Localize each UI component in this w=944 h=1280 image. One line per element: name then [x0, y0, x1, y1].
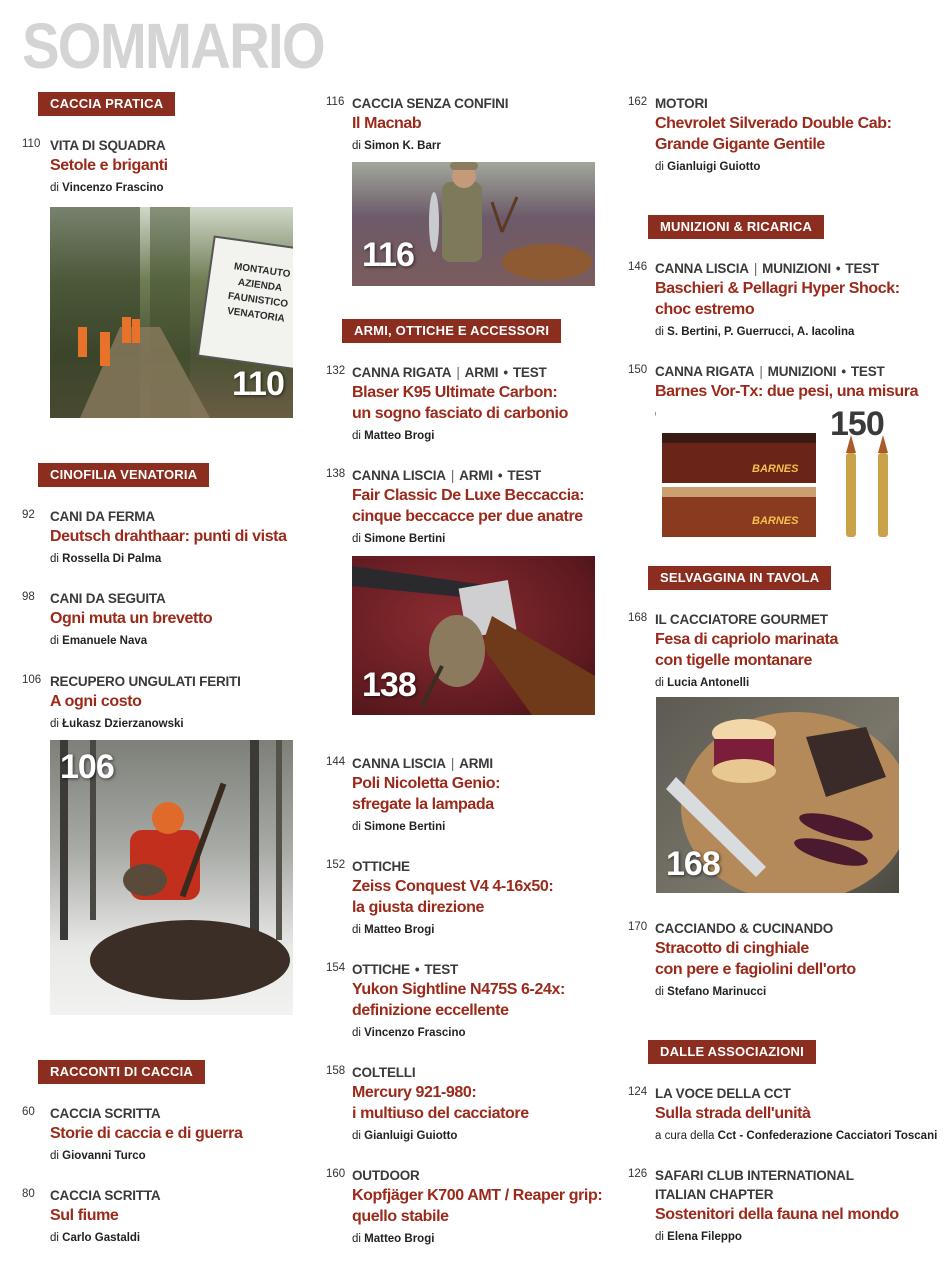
article-title-line2[interactable]: la giusta direzione: [352, 899, 484, 916]
article-title[interactable]: Deutsch drahthaar: punti di vista: [50, 528, 287, 545]
article-title[interactable]: Fair Classic De Luxe Beccaccia:: [352, 487, 585, 504]
article-60[interactable]: [0, 1104, 310, 1164]
article-author: di Gianluigi Guiotto: [655, 161, 761, 173]
article-kicker: CANNA LISCIA | ARMI • TEST: [352, 468, 542, 483]
article-author: di Simon K. Barr: [352, 140, 441, 152]
section-dalle-associazioni[interactable]: DALLE ASSOCIAZIONI: [648, 1040, 816, 1064]
photo-page-badge: 168: [666, 845, 720, 883]
article-author: di Matteo Brogi: [352, 1233, 435, 1245]
article-title[interactable]: Sulla strada dell'unità: [655, 1105, 811, 1122]
article-106[interactable]: [0, 672, 310, 732]
article-title[interactable]: A ogni costo: [50, 693, 142, 710]
page-number: 144: [326, 756, 346, 768]
page-number: 150: [628, 364, 648, 376]
article-kicker: CACCIA SCRITTA: [50, 1106, 161, 1121]
article-kicker: CANNA RIGATA | ARMI • TEST: [352, 365, 547, 380]
page-number: 80: [22, 1188, 35, 1200]
article-kicker: CANI DA FERMA: [50, 509, 155, 524]
article-title-line2[interactable]: i multiuso del cacciatore: [352, 1105, 529, 1122]
article-title-line2[interactable]: Grande Gigante Gentile: [655, 136, 825, 153]
article-title[interactable]: Yukon Sightline N475S 6-24x:: [352, 981, 565, 998]
article-title-line2[interactable]: con tigelle montanare: [655, 652, 812, 669]
article-kicker: VITA DI SQUADRA: [50, 138, 166, 153]
photo-138[interactable]: [352, 556, 595, 715]
article-kicker: SAFARI CLUB INTERNATIONAL: [655, 1168, 854, 1183]
article-author: di Vincenzo Frascino: [50, 182, 164, 194]
article-author: di Giovanni Turco: [50, 1150, 146, 1162]
article-title[interactable]: Barnes Vor-Tx: due pesi, una misura: [655, 383, 919, 400]
article-title-line2[interactable]: con pere e fagiolini dell'orto: [655, 961, 856, 978]
article-152[interactable]: [310, 857, 620, 938]
photo-116[interactable]: [352, 162, 595, 286]
photo-168[interactable]: [656, 697, 899, 893]
page-number: 116: [326, 96, 345, 108]
article-author: di Elena Fileppo: [655, 1231, 742, 1243]
article-title[interactable]: Storie di caccia e di guerra: [50, 1125, 243, 1142]
article-title-line2[interactable]: choc estremo: [655, 301, 755, 318]
article-author: di Rossella Di Palma: [50, 553, 162, 565]
page-title: SOMMARIO: [22, 10, 324, 82]
article-160[interactable]: [310, 1166, 620, 1247]
article-title[interactable]: Kopfjäger K700 AMT / Reaper grip:: [352, 1187, 603, 1204]
article-126[interactable]: [620, 1166, 944, 1245]
article-116[interactable]: [310, 94, 620, 154]
article-author: di Łukasz Dzierzanowski: [50, 718, 184, 730]
article-author: di Carlo Gastaldi: [50, 1232, 141, 1244]
page-number: 138: [326, 468, 346, 480]
article-title[interactable]: Baschieri & Pellagri Hyper Shock:: [655, 280, 900, 297]
article-98[interactable]: [0, 589, 310, 649]
article-132[interactable]: [310, 363, 620, 444]
page-number: 60: [22, 1106, 35, 1118]
section-cinofilia-venatoria[interactable]: CINOFILIA VENATORIA: [38, 463, 209, 487]
section-selvaggina-in-tavola[interactable]: SELVAGGINA IN TAVOLA: [648, 566, 831, 590]
article-title-line2[interactable]: definizione eccellente: [352, 1002, 509, 1019]
photo-page-badge: 150: [830, 405, 884, 443]
article-title[interactable]: Zeiss Conquest V4 4-16x50:: [352, 878, 554, 895]
article-kicker: CACCIA SENZA CONFINI: [352, 96, 509, 111]
article-kicker: MOTORI: [655, 96, 708, 111]
article-80[interactable]: [0, 1186, 310, 1246]
article-author: di Stefano Marinucci: [655, 986, 767, 998]
page-number: 160: [326, 1168, 346, 1180]
page-number: 146: [628, 261, 648, 273]
ammo-box-label: BARNES: [752, 515, 799, 527]
page-number: 162: [628, 96, 648, 108]
section-munizioni-ricarica[interactable]: MUNIZIONI & RICARICA: [648, 215, 824, 239]
article-title[interactable]: Il Macnab: [352, 115, 422, 132]
article-author: di Gianluigi Guiotto: [352, 1130, 458, 1142]
article-kicker: OTTICHE: [352, 859, 410, 874]
article-kicker: OUTDOOR: [352, 1168, 420, 1183]
section-caccia-pratica[interactable]: CACCIA PRATICA: [38, 92, 175, 116]
article-168[interactable]: [620, 610, 944, 691]
article-158[interactable]: [310, 1063, 620, 1144]
article-110[interactable]: [0, 136, 310, 196]
article-154[interactable]: [310, 960, 620, 1041]
article-138[interactable]: [310, 466, 620, 547]
page-number: 158: [326, 1065, 346, 1077]
article-kicker-line2: ITALIAN CHAPTER: [655, 1187, 774, 1202]
photo-110[interactable]: MONTAUTO AZIENDA FAUNISTICO VENATORIA 110: [50, 207, 293, 418]
page-number: 98: [22, 591, 35, 603]
photo-page-badge: 106: [60, 748, 114, 786]
article-146[interactable]: [620, 259, 944, 340]
article-title[interactable]: Ogni muta un brevetto: [50, 610, 213, 627]
article-title[interactable]: Chevrolet Silverado Double Cab:: [655, 115, 892, 132]
article-author: di Vincenzo Frascino: [352, 1027, 466, 1039]
article-author: di Lucia Antonelli: [655, 677, 750, 689]
article-author: a cura della Cct - Confederazione Cacciatori Toscani: [655, 1130, 938, 1142]
page-number: 170: [628, 921, 648, 933]
article-162[interactable]: [620, 94, 944, 175]
photo-page-badge: 110: [232, 365, 284, 403]
article-kicker: CANNA RIGATA | MUNIZIONI • TEST: [655, 364, 885, 379]
article-kicker: OTTICHE • TEST: [352, 962, 459, 977]
photo-page-badge: 138: [362, 666, 416, 704]
article-title-line2[interactable]: cinque beccacce per due anatre: [352, 508, 583, 525]
article-title-line2[interactable]: sfregate la lampada: [352, 796, 494, 813]
article-kicker: COLTELLI: [352, 1065, 416, 1080]
article-author: di S. Bertini, P. Guerrucci, A. Iacolina: [655, 326, 855, 338]
article-kicker: CANI DA SEGUITA: [50, 591, 166, 606]
page-number: 154: [326, 962, 346, 974]
article-title[interactable]: Sul fiume: [50, 1207, 119, 1224]
page-number: 124: [628, 1086, 648, 1098]
article-title[interactable]: Sostenitori della fauna nel mondo: [655, 1206, 899, 1223]
photo-150[interactable]: [656, 405, 900, 543]
article-title[interactable]: Mercury 921-980:: [352, 1084, 477, 1101]
article-kicker: CANNA LISCIA | MUNIZIONI • TEST: [655, 261, 880, 276]
article-author: di Matteo Brogi: [352, 924, 435, 936]
article-kicker: CANNA LISCIA | ARMI: [352, 756, 493, 771]
page-number: 132: [326, 365, 346, 377]
section-racconti-di-caccia[interactable]: RACCONTI DI CACCIA: [38, 1060, 205, 1084]
article-170[interactable]: [620, 919, 944, 1000]
article-kicker: LA VOCE DELLA CCT: [655, 1086, 791, 1101]
photo-page-badge: 116: [362, 236, 414, 274]
article-title[interactable]: Setole e briganti: [50, 157, 168, 174]
article-kicker: RECUPERO UNGULATI FERITI: [50, 674, 241, 689]
page-number: 168: [628, 612, 648, 624]
section-armi-ottiche-accessori[interactable]: ARMI, OTTICHE E ACCESSORI: [342, 319, 561, 343]
page-number: 152: [326, 859, 346, 871]
article-124[interactable]: [620, 1084, 944, 1144]
article-title[interactable]: Stracotto di cinghiale: [655, 940, 809, 957]
article-kicker: CACCIANDO & CUCINANDO: [655, 921, 834, 936]
ammo-box-label: BARNES: [752, 463, 799, 475]
article-title[interactable]: Blaser K95 Ultimate Carbon:: [352, 384, 558, 401]
article-author: di Matteo Brogi: [352, 430, 435, 442]
article-title[interactable]: Fesa di capriolo marinata: [655, 631, 838, 648]
page-number: 110: [22, 138, 41, 150]
page-number: 106: [22, 674, 42, 686]
photo-106[interactable]: [50, 740, 293, 1015]
article-author: di Simone Bertini: [352, 533, 446, 545]
article-title-line2[interactable]: quello stabile: [352, 1208, 449, 1225]
article-author: di Simone Bertini: [352, 821, 446, 833]
article-author: di Emanuele Nava: [50, 635, 148, 647]
article-title[interactable]: Poli Nicoletta Genio:: [352, 775, 501, 792]
page-number: 92: [22, 509, 35, 521]
page-number: 126: [628, 1168, 648, 1180]
article-kicker: CACCIA SCRITTA: [50, 1188, 161, 1203]
article-kicker: IL CACCIATORE GOURMET: [655, 612, 828, 627]
article-title-line2[interactable]: un sogno fasciato di carbonio: [352, 405, 568, 422]
article-144[interactable]: [310, 754, 620, 835]
article-92[interactable]: [0, 507, 310, 567]
